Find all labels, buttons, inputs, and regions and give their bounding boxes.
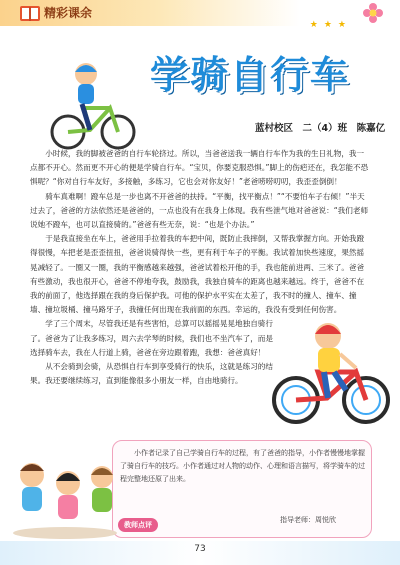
article-paragraph: 小时候，我的脚被爸爸的自行车轮挤过。所以，当爸爸送我一辆自行车作为我的生日礼物，我一点都不开心。然而更不开心的便是学骑自行车。“宝贝，你要克服恐惧。”脚上的伤疤还在，我怎能不恐惧呢？“你对自行车友好，多接触，多练习，它也会对你友好！”老爸唠唠叨叨，我歪歪倒倒！: [30, 149, 369, 187]
instructor-name: 指导老师：周悦欣: [280, 516, 336, 524]
kid-on-bike-illustration: [48, 60, 138, 152]
flower-icon: [362, 2, 384, 24]
article-paragraph: 于是我直接坐在车上，爸爸用手拉着我的车把中间，既防止我摔倒，又帮我掌握方向。开始我蹬得很慢，车把老是歪歪扭扭，爸爸说骑得快一些，更有利于车子的平衡。我试着加快些速度，果然摇晃减轻了。一圈又一圈，我的平衡感越来越强，爸爸试着松开他的手，我也能前进两、三米了。爸爸有些激动，我也很开心，爸爸不停地夸我，鼓励我，我独自骑车的距离也越来越远。终于，爸爸不在我的前面了，他选择跟在我的身后保护我。可他的保护水平实在太差了，我不时的撞人、撞车、撞墙、撞垃圾桶、撞马路牙子，我撞任何出现在我前面的东西。幸运的，我没有受到任何伤害。: [30, 234, 365, 315]
teacher-comment-tag: 教师点评: [118, 518, 158, 532]
book-icon: [18, 2, 42, 24]
boy-riding-bike-illustration: [272, 316, 390, 428]
teacher-comment-text: 小作者记录了自己学骑自行车的过程，有了爸爸的指导，小作者慢慢地掌握了骑自行车的技巧。小作者通过对人物的动作、心理和语言描写，将学骑车的过程完整地还原了出来。: [120, 449, 365, 483]
page-title: 学骑自行车: [150, 53, 351, 97]
page-number: 73: [194, 544, 206, 554]
author-byline: 蓝村校区 二（4）班 陈嘉亿: [255, 123, 386, 134]
article-paragraph: 从不会骑到会骑，从恐惧自行车到享受骑行的快乐，这就是练习的结果。我还要继续练习，直到能像很多小朋友一样，自由地骑行。: [30, 362, 273, 386]
article-paragraph: 骑车真难啊！蹬车总是一步也离不开爸爸的扶持。“平衡，找平衡点！”“不要怕车子右倾！”半天过去了，爸爸的方法依然还是爸爸的，一点也没有在我身上体现。我有些泄气地对爸爸说：“我们老师说她不蹬车，也可以直接骑的。”爸爸有些无奈，说：“也是个办法。”: [30, 191, 369, 230]
article-paragraph: 学了三个周末，尽管我还是有些害怕，总算可以摇摇晃晃地独自骑行了。爸爸为了让我多练习，周六去学琴的时候，我们也不坐汽车了，而是选择骑车去，我在人行道上骑，爸爸在旁边跟着跑，我想：爸爸真好！: [30, 319, 273, 357]
section-label: 精彩课余: [44, 6, 93, 20]
children-playing-illustration: [10, 455, 120, 540]
star-decoration: ★★★: [309, 20, 352, 30]
